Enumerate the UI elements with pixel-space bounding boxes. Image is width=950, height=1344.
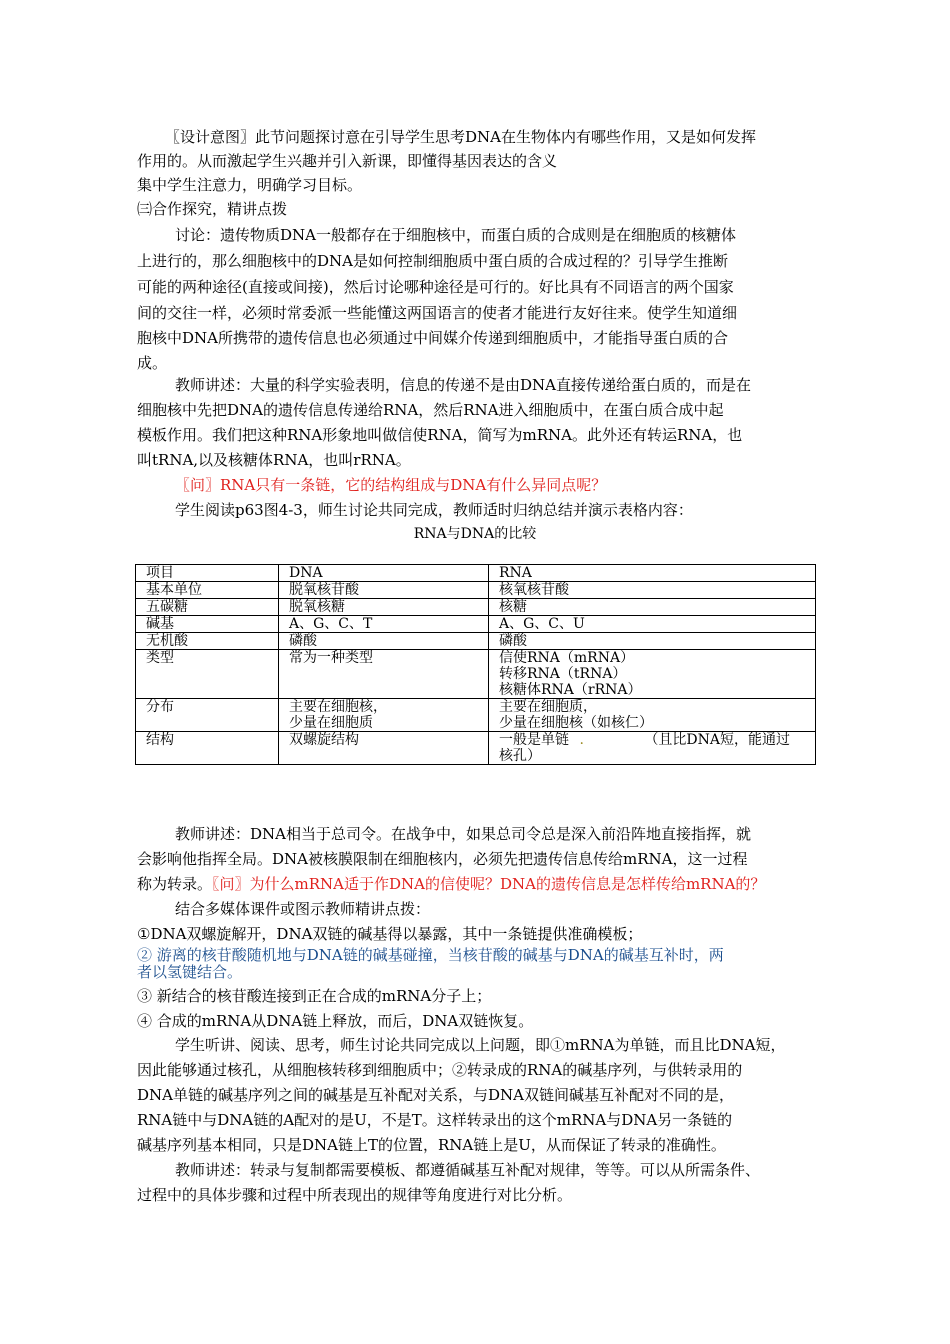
teacher-explanation-line: 过程中的具体步骤和过程中所表现出的规律等角度进行对比分析。 [137,1186,573,1204]
student-summary-line: 因此能够通过核孔，从细胞核转移到细胞质中；②转录成的RNA的碱基序列，与供转录用的 [137,1061,743,1079]
student-summary-line: 碱基序列基本相同，只是DNA链上T的位置，RNA链上是U，从而保证了转录的准确性。 [137,1136,726,1154]
multimedia-line: 结合多媒体课件或图示教师精讲点拨： [175,900,431,918]
cell-text: （且比DNA短，能通过 [644,732,790,748]
design-intent-line: 作用的。从而激起学生兴趣并引入新课，即懂得基因表达的含义 [137,152,558,170]
discussion-line: 讨论：遗传物质DNA一般都存在于细胞核中，而蛋白质的合成则是在细胞质的核糖体 [175,226,736,244]
question-text: 〖问〗为什么mRNA适于作DNA的信使呢？DNA的遗传信息是怎样传给mRNA的？ [212,875,766,893]
cell-line: 主要在细胞质， [499,699,597,715]
step-1: ①DNA双螺旋解开，DNA双链的碱基得以暴露，其中一条链提供准确模板； [137,925,643,943]
cell-line: 信使RNA（mRNA） [499,650,635,666]
cell-line: 少量在细胞核（如核仁） [499,715,653,731]
table-row [136,599,816,616]
table-cell: 分布 [136,699,279,732]
table-cell [279,699,489,732]
step-4: ④ 合成的mRNA从DNA链上释放，而后，DNA双链恢复。 [137,1012,534,1030]
reading-instruction: 学生阅读p63图4-3，师生讨论共同完成，教师适时归纳总结并演示表格内容： [175,501,693,519]
table-cell: 双螺旋结构 [279,732,489,765]
table-cell: DNA [279,565,489,582]
design-intent-line: 集中学生注意力，明确学习目标。 [137,176,363,194]
table-cell: 磷酸 [279,633,489,650]
table-cell: 结构 [136,732,279,765]
table-cell: RNA [489,565,816,582]
table-cell: A、G、C、U [489,616,816,633]
student-summary-line: RNA链中与DNA链的A配对的是U，不是T。这样转录出的这个mRNA与DNA另一条链的 [137,1111,733,1129]
teacher-explanation-line [137,872,817,896]
teacher-explanation-line: 模板作用。我们把这种RNA形象地叫做信使RNA，简写为mRNA。此外还有转运RNA，也 [137,426,743,444]
section-heading: ㈢合作探究，精讲点拨 [137,200,288,218]
design-intent-line: 〖设计意图〗此节问题探讨意在引导学生思考DNA在生物体内有哪些作用，又是如何发挥 [165,128,756,146]
table-cell: 类型 [136,650,279,699]
table-cell [489,650,816,699]
cell-line: 少量在细胞质 [289,715,373,731]
rna-dna-comparison-table [135,564,816,765]
cell-line: 主要在细胞核， [289,699,387,715]
table-cell: 碱基 [136,616,279,633]
table-cell: 脱氧核苷酸 [279,582,489,599]
cell-line: 核孔） [499,748,541,764]
step-3: ③ 新结合的核苷酸连接到正在合成的mRNA分子上； [137,987,492,1005]
table-cell: 脱氧核糖 [279,599,489,616]
teacher-explanation-line: 细胞核中先把DNA的遗传信息传递给RNA，然后RNA进入细胞质中，在蛋白质合成中起 [137,401,724,419]
table-cell: 核氧核苷酸 [489,582,816,599]
student-summary-line: DNA单链的碱基序列之间的碱基是互补配对关系，与DNA双链间碱基互补配对不同的是， [137,1086,734,1104]
table-cell: 五碳糖 [136,599,279,616]
teacher-explanation-line: 教师讲述：DNA相当于总司令。在战争中，如果总司令总是深入前沿阵地直接指挥，就 [175,825,751,843]
table-cell: 无机酸 [136,633,279,650]
table-cell [489,699,816,732]
cell-line: 核糖体RNA（rRNA） [499,682,642,698]
table-cell: 项目 [136,565,279,582]
table-row [136,699,816,732]
table-cell: 常为一种类型 [279,650,489,699]
discussion-line: 上进行的，那么细胞核中的DNA是如何控制细胞质中蛋白质的合成过程的？引导学生推断 [137,252,728,270]
question-line: 〖问〗RNA只有一条链，它的结构组成与DNA有什么异同点呢？ [175,476,607,494]
table-header-row [136,565,816,582]
table-cell [489,732,816,765]
table-cell: 核糖 [489,599,816,616]
discussion-line: 间的交往一样，必须时常委派一些能懂这两国语言的使者才能进行友好往来。使学生知道细 [137,304,738,322]
table-row [136,582,816,599]
discussion-line: 成。 [137,354,168,372]
table-row [136,633,816,650]
table-row [136,616,816,633]
dot-mark: . [579,732,584,748]
teacher-explanation-line: 教师讲述：大量的科学实验表明，信息的传递不是由DNA直接传递给蛋白质的，而是在 [175,376,751,394]
table-cell: A、G、C、T [279,616,489,633]
table-cell: 基本单位 [136,582,279,599]
teacher-explanation-line: 教师讲述：转录与复制都需要模板、都遵循碱基互补配对规律，等等。可以从所需条件、 [175,1161,761,1179]
teacher-explanation-line: 叫tRNA,以及核糖体RNA，也叫rRNA。 [137,451,411,469]
cell-text: 一般是单链 [499,732,569,748]
transcription-term: 称为转录。 [137,875,213,893]
table-caption: RNA与DNA的比较 [413,526,537,542]
discussion-line: 可能的两种途径(直接或间接)，然后讨论哪种途径是可行的。好比具有不同语言的两个国家 [137,278,734,296]
cell-line: 转移RNA（tRNA） [499,666,627,682]
table-row [136,650,816,699]
student-summary-line: 学生听讲、阅读、思考，师生讨论共同完成以上问题，即①mRNA为单链，而且比DNA短， [175,1036,786,1054]
step-2: ② 游离的核苷酸随机地与DNA链的碱基碰撞，当核苷酸的碱基与DNA的碱基互补时，两 [137,946,724,964]
step-2-continued: 者以氢键结合。 [137,963,243,981]
table-row [136,732,816,765]
cell-line [499,732,805,748]
teacher-explanation-line: 会影响他指挥全局。DNA被核膜限制在细胞核内，必须先把遗传信息传给mRNA，这一过程 [137,850,748,868]
table-cell: 磷酸 [489,633,816,650]
discussion-line: 胞核中DNA所携带的遗传信息也必须通过中间媒介传递到细胞质中，才能指导蛋白质的合 [137,329,728,347]
